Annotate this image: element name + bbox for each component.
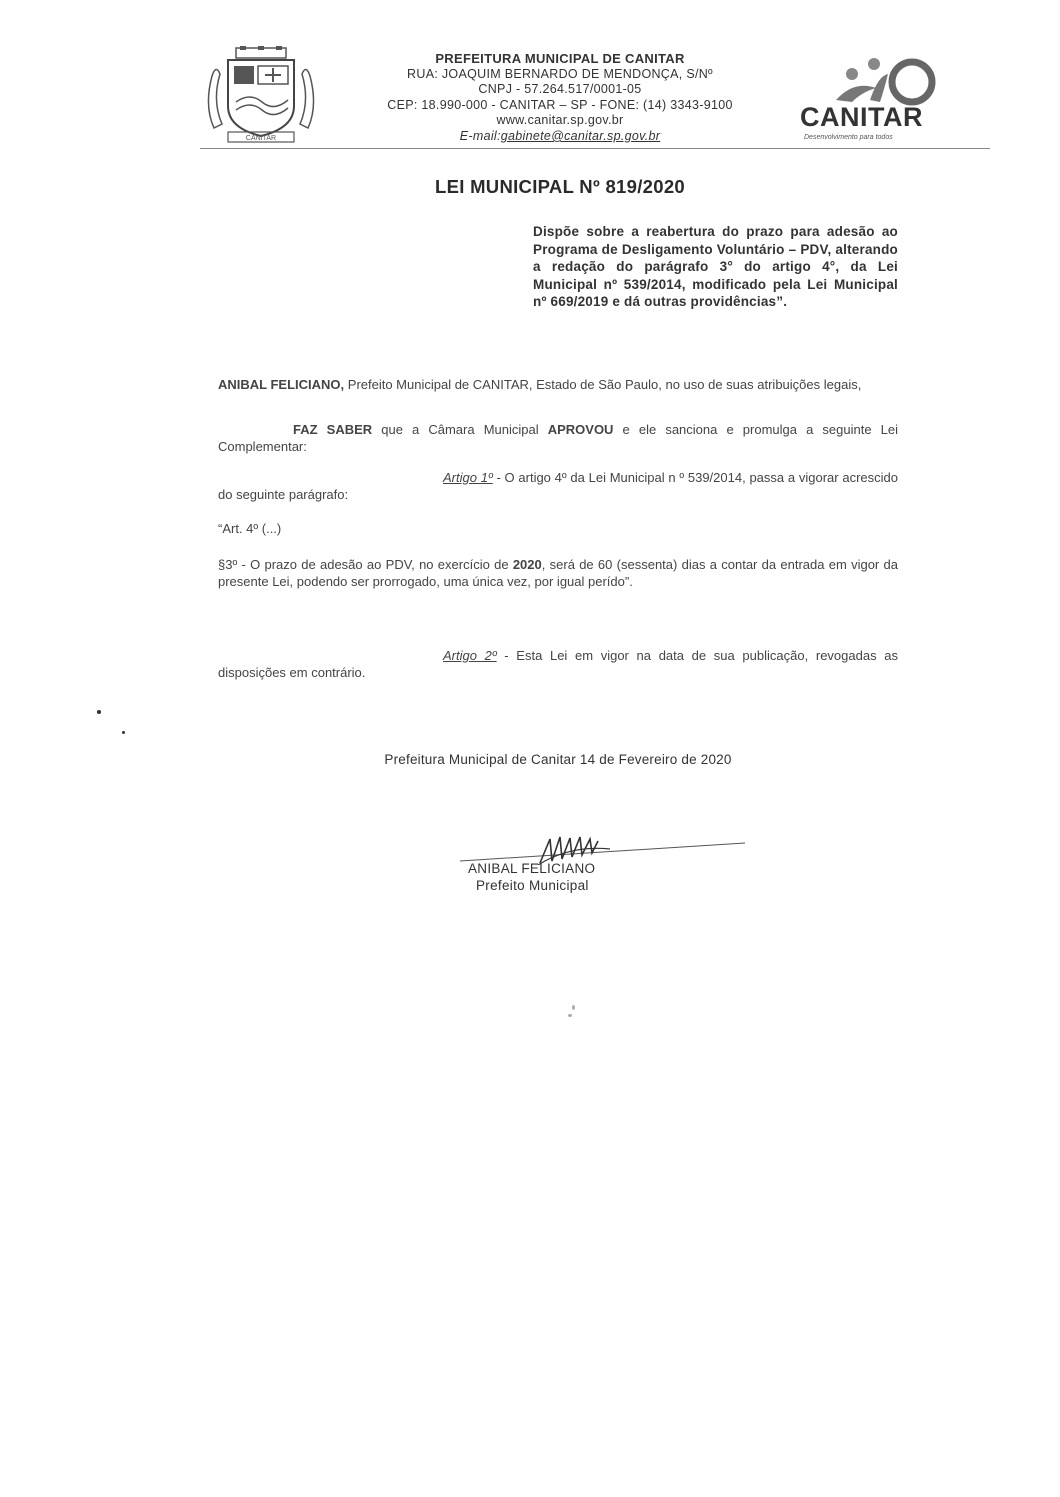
enactment-text-2: e ele sanciona e promulga a seguinte Lei Complementar: xyxy=(218,422,898,454)
ementa: Dispõe sobre a reabertura do prazo para adesão ao Programa de Desligamento Voluntário – PDV, alterando a redação do parágrafo 3° do artigo 4°, da Lei Municipal nº 539/2014, modificado pela Lei Municipal nº 669/2019 e dá outras providências”. xyxy=(533,224,898,309)
signatory-name: ANIBAL FELICIANO xyxy=(468,861,596,876)
header-divider xyxy=(200,148,990,149)
paragraph-3-year: 2020 xyxy=(512,557,542,572)
email-link[interactable]: gabinete@canitar.sp.gov.br xyxy=(500,128,661,143)
faz-saber: FAZ SABER xyxy=(293,422,373,437)
header-institution: PREFEITURA MUNICIPAL DE CANITAR xyxy=(435,51,685,66)
article-2-text: - Esta Lei em vigor na data de sua publicação, revogadas as disposições em contrário. xyxy=(218,648,898,680)
preamble-text: Prefeito Municipal de CANITAR, Estado de São Paulo, no uso de suas atribuições legais, xyxy=(344,377,862,392)
letterhead xyxy=(330,51,790,145)
paragraph-3-text-2: , será de 60 (sessenta) dias a contar da entrada em vigor da presente Lei, podendo ser prorrogado, uma única vez, por igual perído”. xyxy=(218,557,898,589)
scan-speck xyxy=(568,1014,572,1017)
scan-speck xyxy=(97,710,101,714)
article-1-text: - O artigo 4º da Lei Municipal n º 539/2014, passa a vigorar acrescido do seguinte parágrafo: xyxy=(218,470,898,502)
enactment-text-1: que a Câmara Municipal xyxy=(372,422,548,437)
aprovou: APROVOU xyxy=(547,422,614,437)
date-line: Prefeitura Municipal de Canitar 14 de Fevereiro de 2020 xyxy=(384,752,732,767)
header-cnpj: CNPJ - 57.264.517/0001-05 xyxy=(478,82,642,97)
paragraph-3 xyxy=(218,556,898,590)
coat-of-arms-ribbon-text: CANITAR xyxy=(245,135,277,142)
signatory-role: Prefeito Municipal xyxy=(476,878,589,893)
header-contact: CEP: 18.990-000 - CANITAR – SP - FONE: (14) 3343-9100 xyxy=(387,97,733,112)
email-label: E-mail: xyxy=(459,128,501,143)
article-2-label: Artigo 2º xyxy=(443,648,497,663)
article-4-quote: “Art. 4º (...) xyxy=(218,521,282,536)
scan-speck xyxy=(572,1005,575,1010)
document-title: LEI MUNICIPAL Nº 819/2020 xyxy=(434,176,686,197)
header-website: www.canitar.sp.gov.br xyxy=(496,113,624,128)
article-1-paragraph xyxy=(218,469,898,503)
logo-wordmark: CANITAR xyxy=(800,102,923,132)
canitar-logo xyxy=(792,52,962,147)
header-email-line xyxy=(330,129,790,145)
coat-of-arms-icon xyxy=(200,46,322,146)
article-2-paragraph xyxy=(218,647,898,681)
header-address: RUA: JOAQUIM BERNARDO DE MENDONÇA, S/Nº xyxy=(407,66,713,81)
article-1-label: Artigo 1º xyxy=(443,470,493,485)
scan-speck xyxy=(122,731,125,734)
paragraph-3-text-1: §3º - O prazo de adesão ao PDV, no exercício de xyxy=(218,557,513,572)
logo-tagline: Desenvolvimento para todos xyxy=(804,134,893,141)
enactment-paragraph xyxy=(218,421,898,455)
preamble-paragraph xyxy=(218,376,898,393)
mayor-name: ANIBAL FELICIANO, xyxy=(218,377,345,392)
